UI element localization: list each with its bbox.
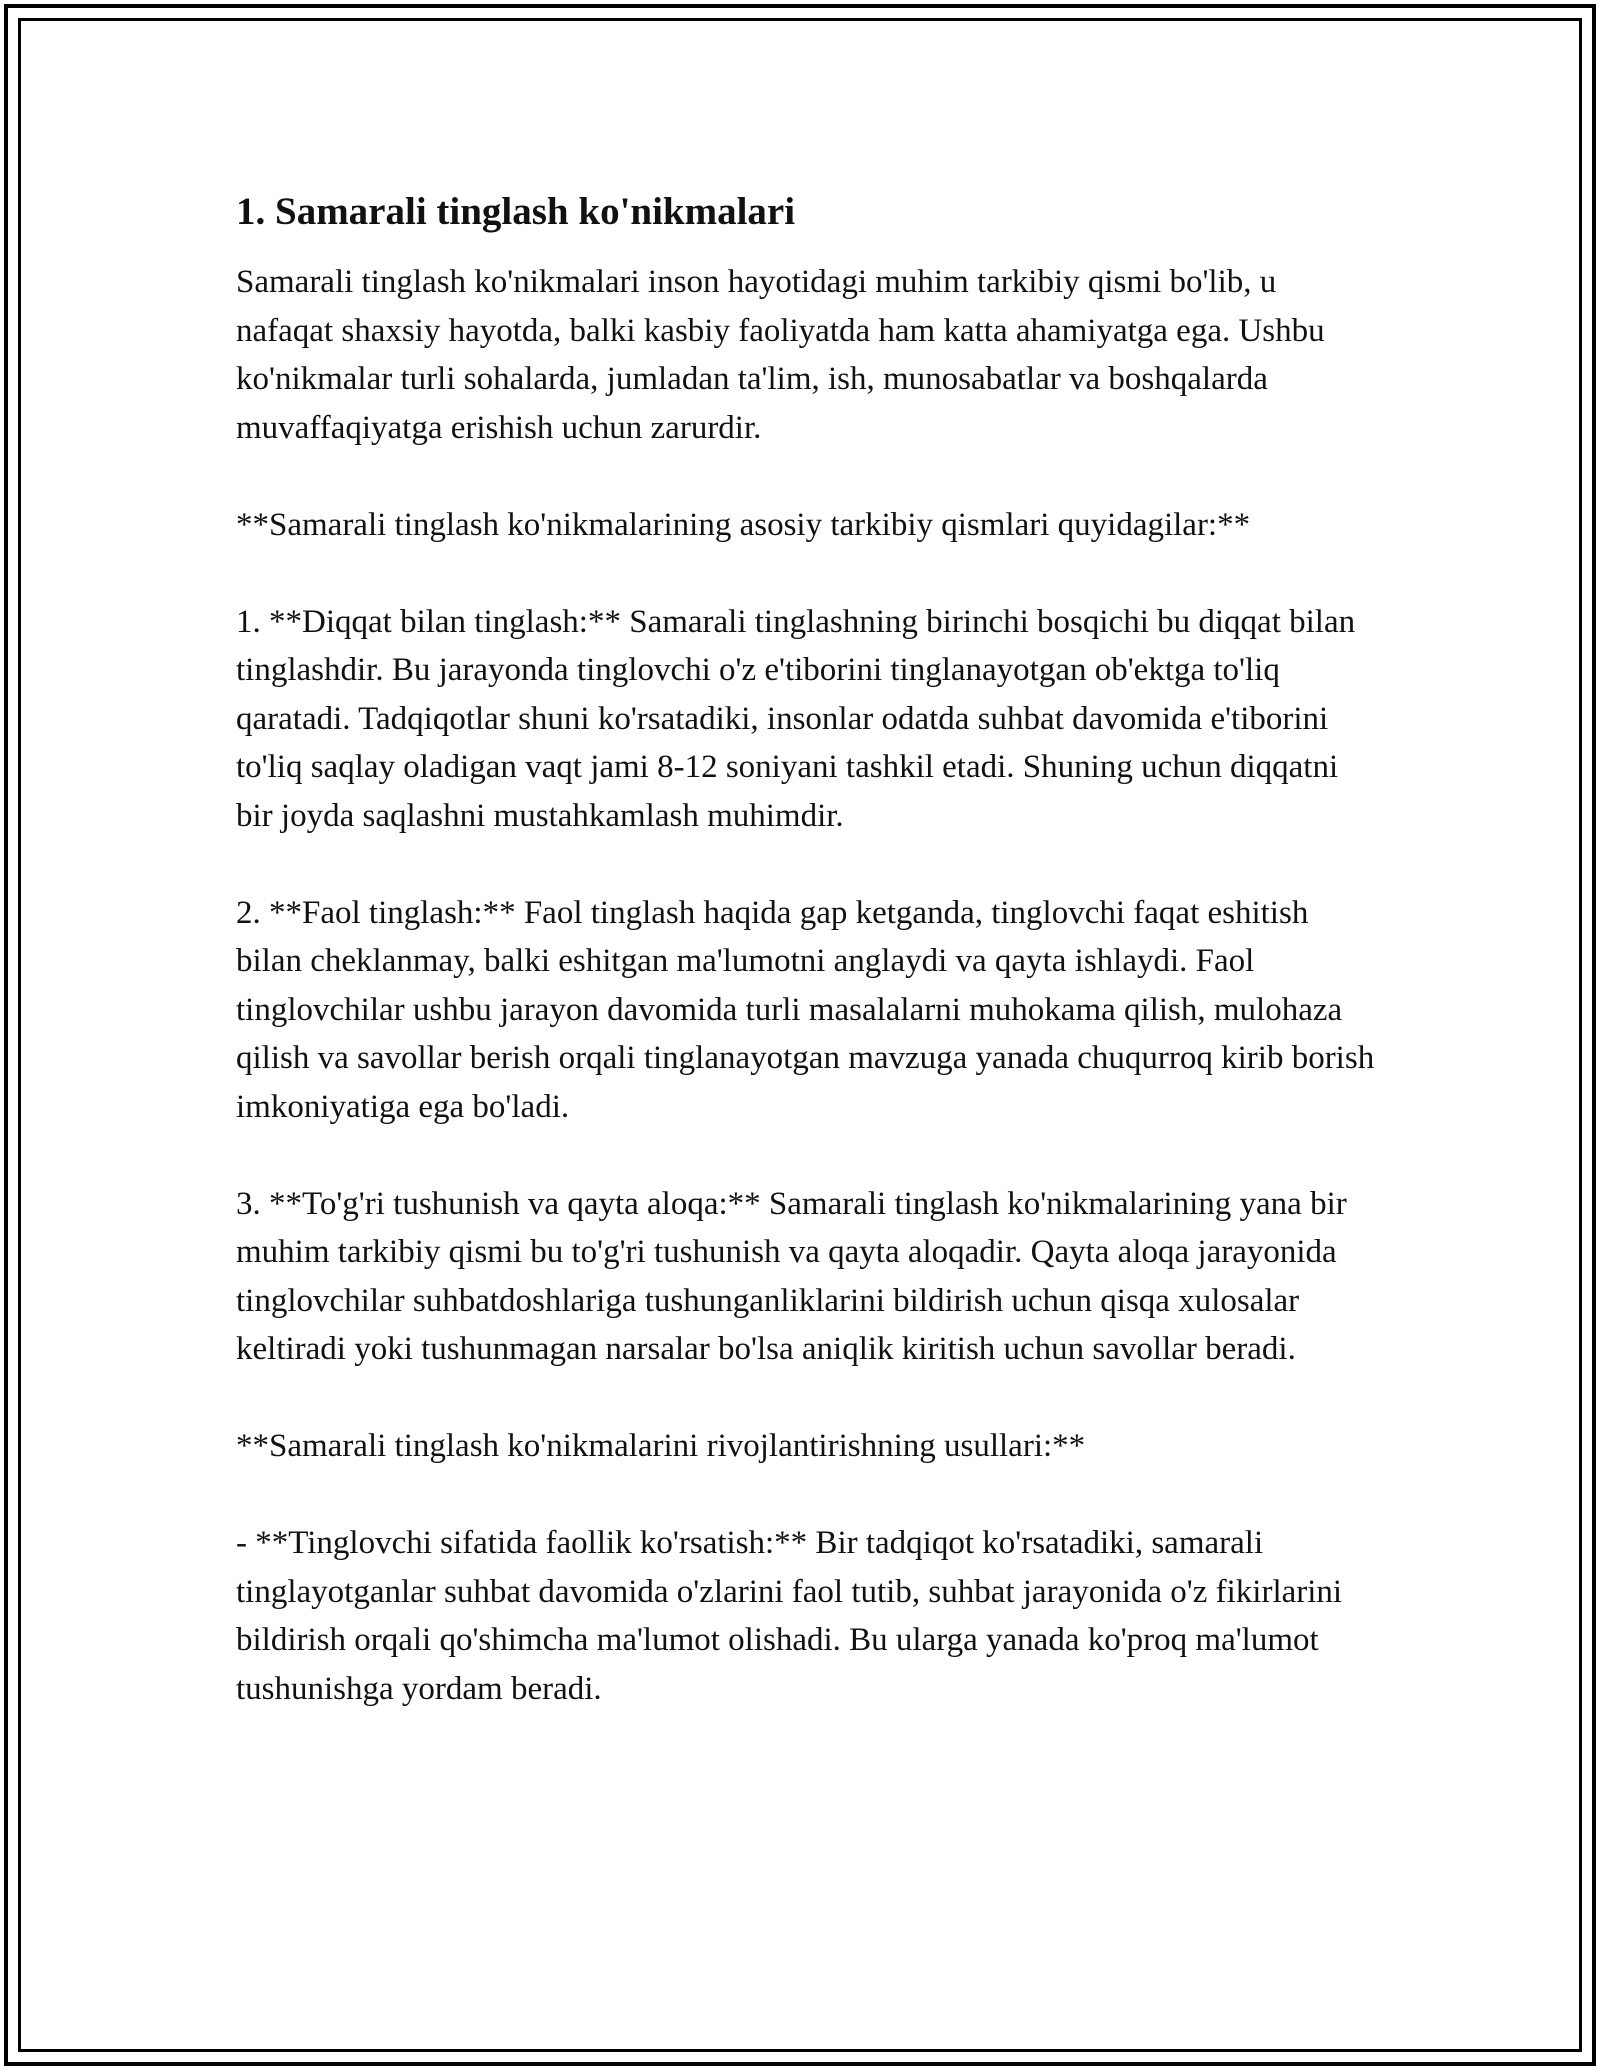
paragraph-components-heading: **Samarali tinglash ko'nikmalarining asosiy tarkibiy qismlari quyidagilar:** [236, 506, 1251, 543]
paragraph-methods-heading: **Samarali tinglash ko'nikmalarini rivojlantirishning usullari:** [236, 1428, 1086, 1464]
paragraph-attentive-listening: 1. **Diqqat bilan tinglash:** Samarali tinglashning birinchi bosqichi bu diqqat bilan tinglashdir. Bu jarayonda tinglovchi o'z e'tiborini tinglanayotgan ob'ektga to'liq qaratadi. Tadqiqotlar shuni ko'rsatadiki, insonlar odatda suhbat davomida e'tiborini to'liq saqlay oladigan vaqt jami 8-12 soniyani tashkil etadi. Shuning uchun diqqatni bir joyda saqlashni mustahkamlash muhimdir. [236, 603, 1356, 834]
paragraph-intro: Samarali tinglash ko'nikmalari inson hayotidagi muhim tarkibiy qismi bo'lib, u nafaqat shaxsiy hayotda, balki kasbiy faoliyatda ham katta ahamiyatga ega. Ushbu ko'nikmalar turli sohalarda, jumladan ta'lim, ish, munosabatlar va boshqalarda muvaffaqiyatga erishish uchun zarurdir. [236, 264, 1325, 446]
paragraph-active-listening: 2. **Faol tinglash:** Faol tinglash haqida gap ketganda, tinglovchi faqat eshitish bilan cheklanmay, balki eshitgan ma'lumotni anglaydi va qayta ishlaydi. Faol tinglovchilar ushbu jarayon davomida turli masalalarni muhokama qilish, mulohaza qilish va savollar berish orqali tinglanayotgan mavzuga yanada chuqurroq kirib borish imkoniyatiga ega bo'ladi. [236, 894, 1375, 1125]
document-body [236, 186, 1376, 1762]
paragraph-listener-activity: - **Tinglovchi sifatida faollik ko'rsatish:** Bir tadqiqot ko'rsatadiki, samarali tinglayotganlar suhbat davomida o'zlarini faol tutib, suhbat jarayonida o'z fikirlarini bildirish orqali qo'shimcha ma'lumot olishadi. Bu ularga yanada ko'proq ma'lumot tushunishga yordam beradi. [236, 1525, 1343, 1707]
paragraph-understanding-feedback: 3. **To'g'ri tushunish va qayta aloqa:** Samarali tinglash ko'nikmalarining yana bir muhim tarkibiy qismi bu to'g'ri tushunish va qayta aloqadir. Qayta aloqa jarayonida tinglovchilar suhbatdoshlariga tushunganliklarini bildirish uchun qisqa xulosalar keltiradi yoki tushunmagan narsalar bo'lsa aniqlik kiritish uchun savollar beradi. [236, 1185, 1347, 1367]
document-title: 1. Samarali tinglash ko'nikmalari [236, 190, 796, 233]
